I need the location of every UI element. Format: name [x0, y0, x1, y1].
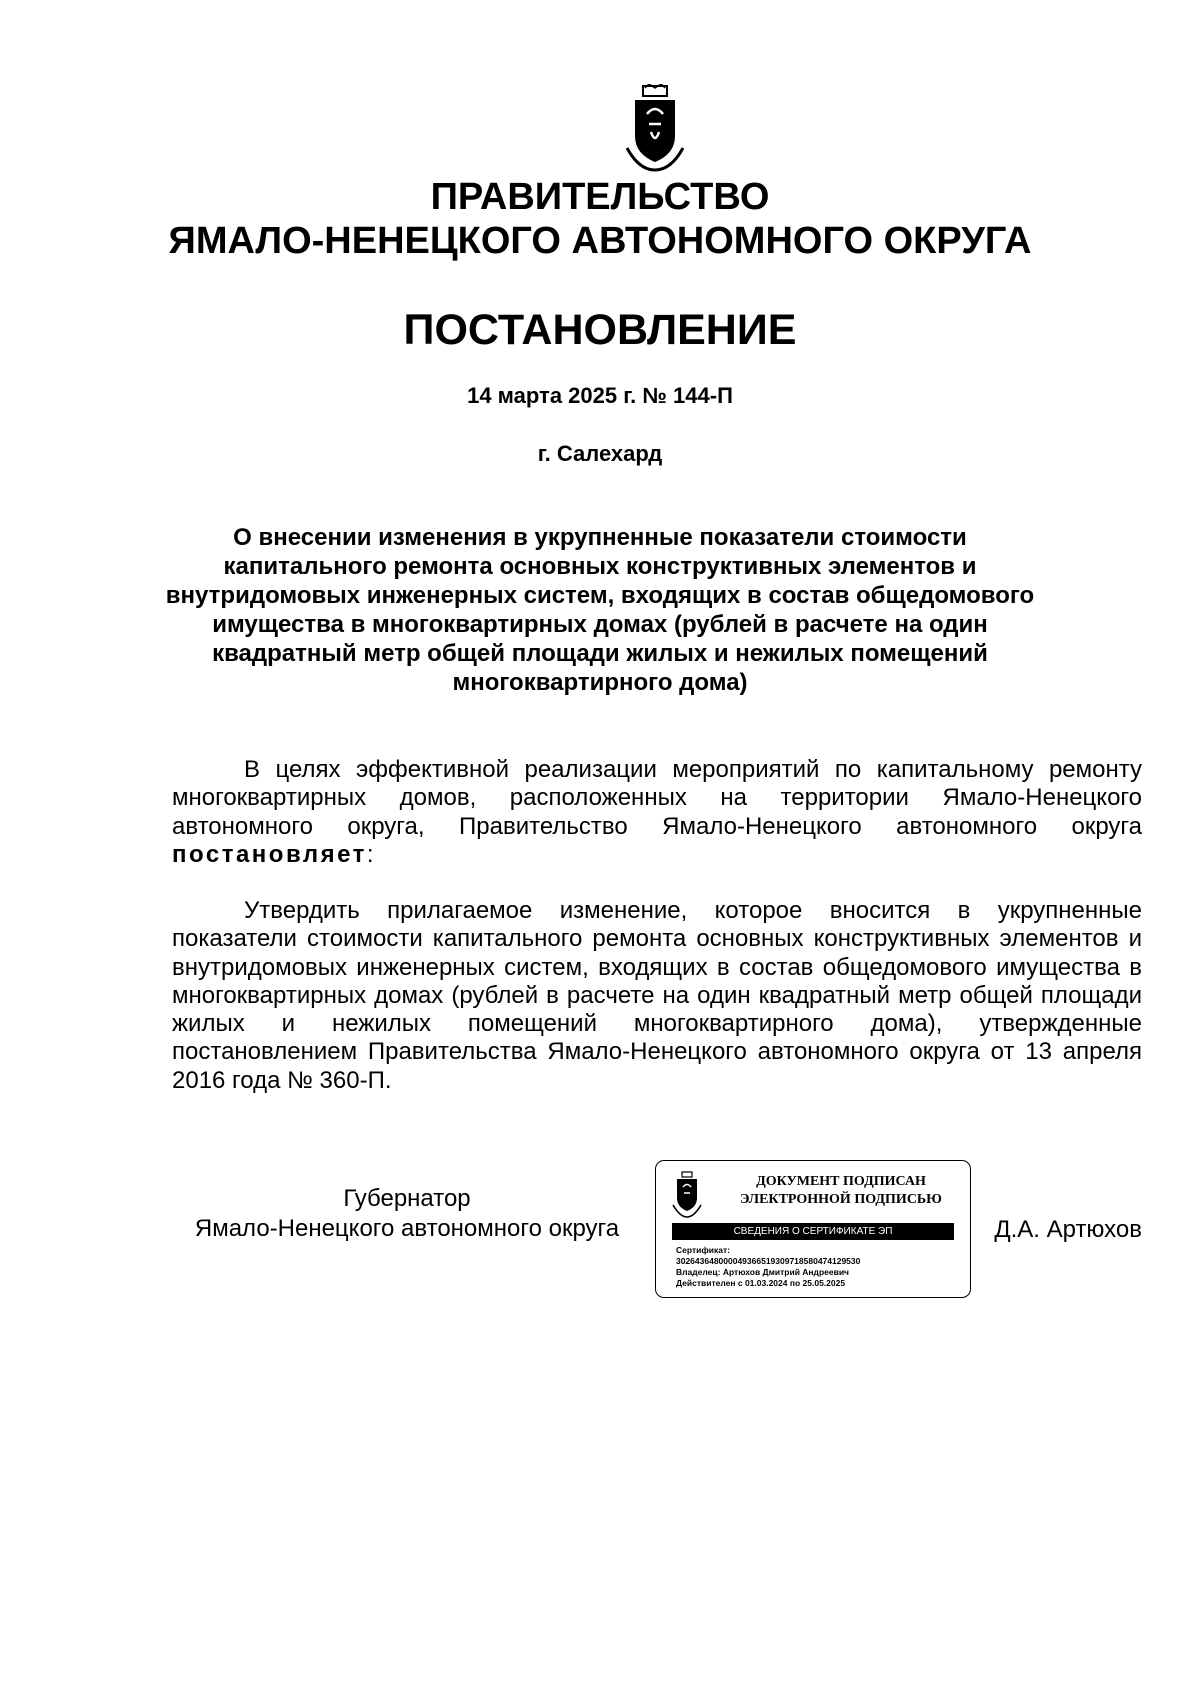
resolution-text: Утвердить прилагаемое изменение, которое вносится в укрупненные показатели стоимости капитального ремонта основных конструктивных элементов и внутридомовых инженерных систем, входящих в состав общедомового имущества в многоквартирных домах (рублей в расчете на один квадратный метр общей площади жилых и нежилых помещений многоквартирного дома), утвержденные постановлением Правительства Ямало-Ненецкого автономного округа от 13 апреля 2016 года № 360-П. — [172, 897, 1142, 1094]
document-title: О внесении изменения в укрупненные показатели стоимости капитального ремонта основных конструктивных элементов и внутридомовых инженерных систем, входящих в состав общедомового имущества в многоквартирных домах (рублей в расчете на один квадратный метр общей площади жилых и нежилых помещений многоквартирного дома) — [165, 524, 1035, 696]
certificate-label: Сертификат: — [676, 1245, 730, 1255]
signatory-name: Д.А. Артюхов — [994, 1216, 1142, 1243]
organization-name-line2: ЯМАЛО-НЕНЕЦКОГО АВТОНОМНОГО ОКРУГА — [168, 220, 1032, 262]
organization-name-line1: ПРАВИТЕЛЬСТВО — [430, 176, 770, 218]
certificate-validity: Действителен с 01.03.2024 по 25.05.2025 — [676, 1278, 846, 1288]
signatory-position — [172, 1184, 642, 1244]
document-type: ПОСТАНОВЛЕНИЕ — [403, 306, 797, 354]
resolution-verb: постановляет — [172, 840, 367, 868]
certificate-owner: Владелец: Артюхов Дмитрий Андреевич — [676, 1267, 849, 1277]
stamp-heading-line1: ДОКУМЕНТ ПОДПИСАН — [756, 1174, 926, 1189]
paragraph-resolution — [172, 897, 1142, 1095]
electronic-signature-stamp — [655, 1160, 971, 1298]
stamp-emblem-icon — [672, 1171, 702, 1219]
city: г. Салехард — [537, 441, 663, 466]
signatory-position-line1: Губернатор — [343, 1185, 471, 1212]
certificate-info-bar: СВЕДЕНИЯ О СЕРТИФИКАТЕ ЭП — [672, 1223, 954, 1240]
date-and-number: 14 марта 2025 г. № 144-П — [467, 383, 733, 408]
paragraph-preamble — [172, 756, 1142, 869]
certificate-number: 302643648000049366519309718580474129530 — [676, 1256, 861, 1266]
preamble-colon: : — [366, 840, 374, 868]
coat-of-arms-emblem — [625, 84, 685, 174]
signatory-position-line2: Ямало-Ненецкого автономного округа — [194, 1215, 620, 1242]
preamble-text: В целях эффективной реализации мероприятий по капитальному ремонту многоквартирных домов, расположенных на территории Ямало-Ненецкого автономного округа, Правительство Ямало-Ненецкого автономного округа — [172, 756, 1142, 840]
stamp-heading-line2: ЭЛЕКТРОННОЙ ПОДПИСЬЮ — [740, 1192, 942, 1207]
